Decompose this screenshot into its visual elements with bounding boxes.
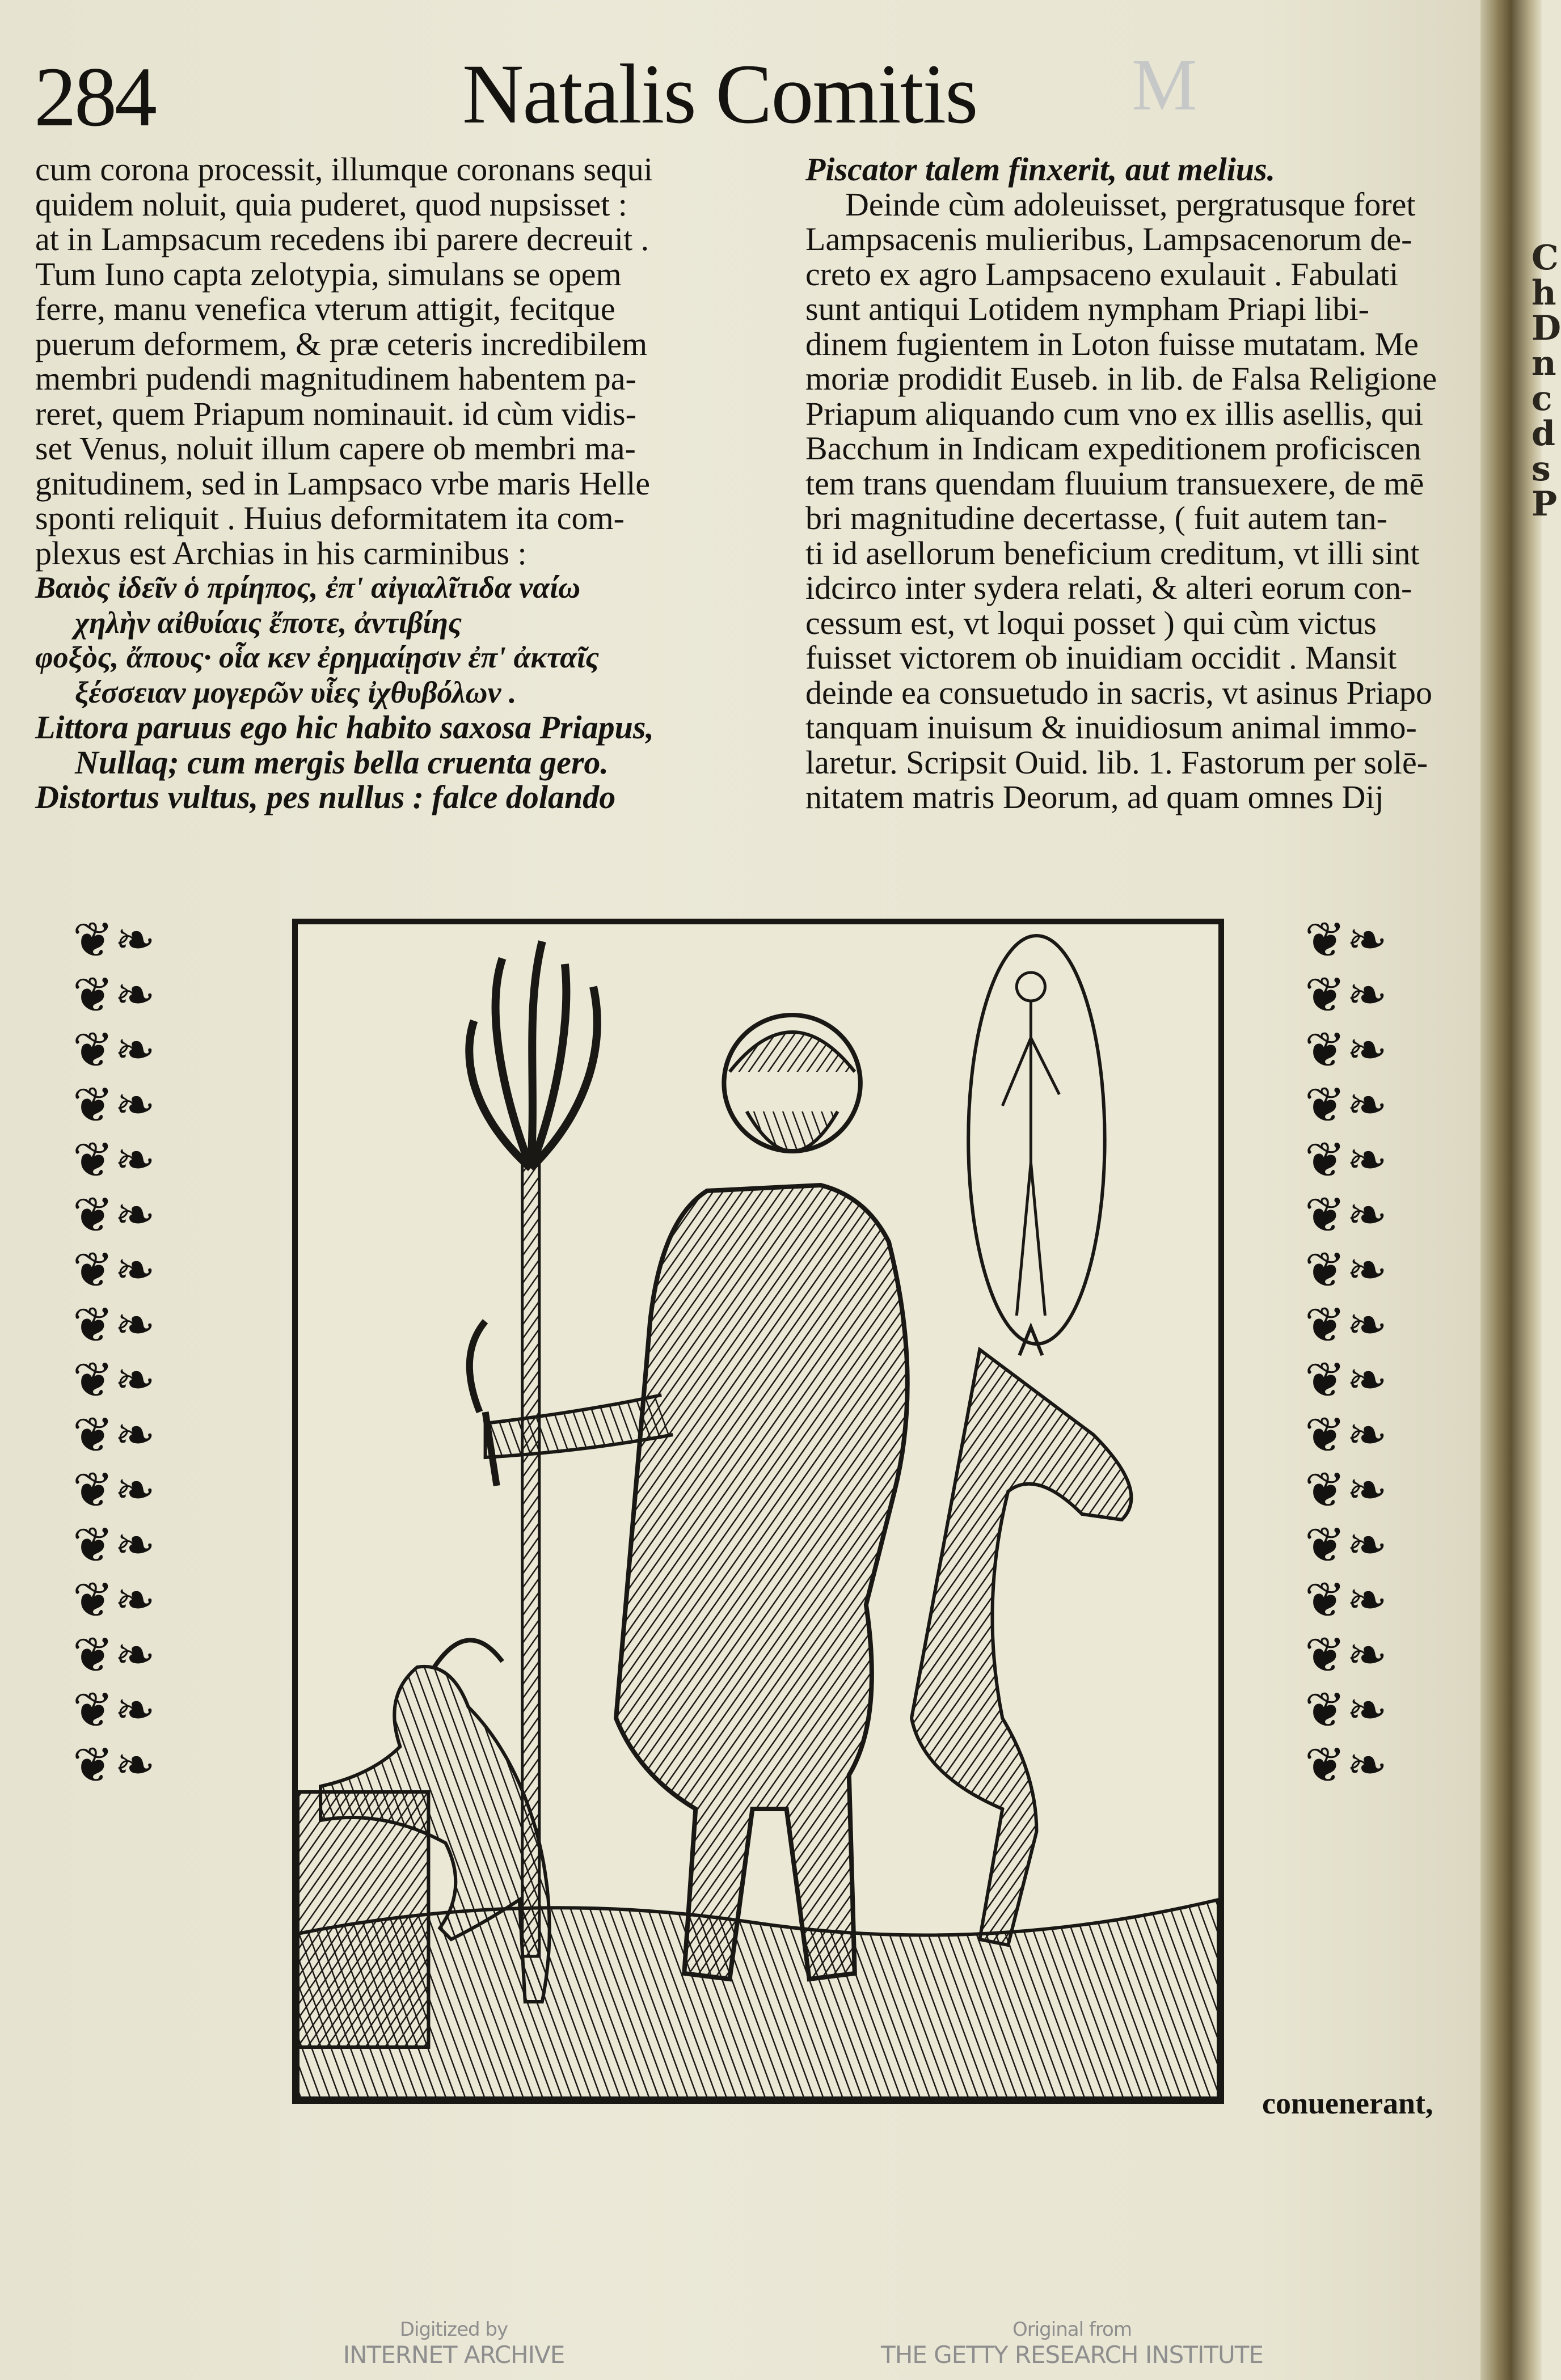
fleuron-ornament: ❦❧ xyxy=(1305,1517,1389,1574)
text-line: cessum est, vt loqui posset ) qui cùm victus xyxy=(805,604,1377,641)
text-line: ferre, manu venefica vterum attigit, fecitque xyxy=(35,290,615,327)
text-line: laretur. Scripsit Ouid. lib. 1. Fastorum per solē- xyxy=(805,743,1428,781)
verse-line: Piscator talem finxerit, aut melius. xyxy=(805,151,1276,188)
text-line: Bacchum in Indicam expeditionem proficiscen xyxy=(805,430,1421,467)
greek-verse-line: χηλὴν αἰθυίαις ἔποτε, ἀντιβίης xyxy=(75,605,462,640)
text-line: plexus est Archias in his carminibus : xyxy=(35,534,527,572)
fleuron-ornament: ❦❧ xyxy=(73,1572,157,1629)
fleuron-ornament: ❦❧ xyxy=(73,1462,157,1519)
show-through-letter: M xyxy=(1132,44,1197,126)
text-line: quidem noluit, quia puderet, quod nupsisset : xyxy=(35,185,627,223)
running-title: Natalis Comitis xyxy=(462,47,977,141)
text-line: gnitudinem, sed in Lampsaco vrbe maris Helle xyxy=(35,464,650,502)
fleuron-ornament: ❦❧ xyxy=(1305,1572,1389,1629)
latin-verse-line: Nullaq; cum mergis bella cruenta gero. xyxy=(75,743,609,781)
fleuron-ornament: ❦❧ xyxy=(73,1682,157,1739)
donkey xyxy=(912,1327,1131,1945)
gutter-letter: P xyxy=(1532,484,1558,524)
text-line: Priapum aliquando cum vno ex illis asellis, qui xyxy=(805,395,1423,432)
digitized-by-label: Digitized by xyxy=(399,2318,508,2341)
text-line: Lampsacenis mulieribus, Lampsacenorum de- xyxy=(805,221,1412,257)
oval-medallion xyxy=(968,936,1104,1344)
text-line: Tum Iuno capta zelotypia, simulans se opem xyxy=(35,255,622,293)
fleuron-ornament: ❦❧ xyxy=(73,1407,157,1464)
fleuron-ornament: ❦❧ xyxy=(73,1352,157,1409)
fleuron-ornament: ❦❧ xyxy=(73,967,157,1024)
fleuron-ornament: ❦❧ xyxy=(1305,1737,1389,1794)
fleuron-ornament: ❦❧ xyxy=(73,1187,157,1244)
text-line: Deinde cùm adoleuisset, pergratusque foret xyxy=(845,185,1416,223)
text-line: tanquam inuisum & inuidiosum animal immo- xyxy=(805,709,1417,746)
text-line: cum corona processit, illumque coronans sequi xyxy=(35,151,653,188)
left-prose xyxy=(35,152,739,570)
fleuron-ornament: ❦❧ xyxy=(1305,1022,1389,1079)
text-line: membri pudendi magnitudinem habentem pa- xyxy=(35,360,636,397)
gutter-letter: h xyxy=(1532,273,1556,313)
ground xyxy=(298,1900,1218,2098)
right-prose xyxy=(805,187,1492,815)
gutter-letter: d xyxy=(1532,414,1555,454)
fleuron-ornament: ❦❧ xyxy=(1305,1077,1389,1134)
digitizer-credit xyxy=(306,2318,601,2369)
gutter-letter: D xyxy=(1532,308,1561,348)
gutter-letter: C xyxy=(1532,238,1559,278)
text-line: nitatem matris Deorum, ad quam omnes Dij xyxy=(805,779,1384,815)
left-text-column xyxy=(35,152,739,815)
fleuron-ornament: ❦❧ xyxy=(1305,1407,1389,1464)
text-line: bri magnitudine decertasse, ( fuit autem tan- xyxy=(805,500,1387,536)
greek-verse-line: φοξὸς, ἄπους· οἷα κεν ἐρημαίῃσιν ἐπ' ἀκταῖς xyxy=(35,640,600,674)
fleuron-ornament: ❦❧ xyxy=(73,1737,157,1794)
woodcut-drawing xyxy=(298,924,1218,2098)
text-line: moriæ prodidit Euseb. in lib. de Falsa Religione xyxy=(805,360,1437,397)
text-line: set Venus, noluit illum capere ob membri ma- xyxy=(35,430,636,467)
text-line: sponti reliquit . Huius deformitatem ita com- xyxy=(35,500,625,536)
fleuron-ornament: ❦❧ xyxy=(1305,1132,1389,1189)
original-from-label: Original from xyxy=(1012,2318,1132,2341)
greek-verse-line: Βαιὸς ἰδεῖν ὁ πρίηπος, ἐπ' αἰγιαλῖτιδα ναίω xyxy=(35,570,581,604)
fleuron-ornament: ❦❧ xyxy=(1305,1187,1389,1244)
gutter-letter: c xyxy=(1532,379,1552,418)
fleuron-ornament: ❦❧ xyxy=(1305,1462,1389,1519)
text-line: creto ex agro Lampsaceno exulauit . Fabulati xyxy=(805,255,1399,293)
fleuron-ornament: ❦❧ xyxy=(73,1077,157,1134)
text-line: puerum deformem, & præ ceteris incredibilem xyxy=(35,325,648,362)
fleuron-ornament: ❦❧ xyxy=(73,1022,157,1079)
gutter-letter: s xyxy=(1532,449,1551,489)
woodcut-illustration-priapus xyxy=(292,919,1224,2104)
left-fleuron-border xyxy=(73,913,243,1793)
fleuron-ornament: ❦❧ xyxy=(1305,1627,1389,1684)
text-line: ti id asellorum beneficium creditum, vt illi sint xyxy=(805,534,1420,572)
fleuron-ornament: ❦❧ xyxy=(1305,1682,1389,1739)
fleuron-ornament: ❦❧ xyxy=(1305,967,1389,1024)
fleuron-ornament: ❦❧ xyxy=(73,1132,157,1189)
text-line: sunt antiqui Lotidem nympham Priapi libi- xyxy=(805,290,1369,327)
text-line: at in Lampsacum recedens ibi parere decreuit . xyxy=(35,221,649,257)
right-text-column xyxy=(805,152,1492,815)
fleuron-ornament: ❦❧ xyxy=(73,1517,157,1574)
fleuron-ornament: ❦❧ xyxy=(1305,912,1389,969)
source-credit xyxy=(868,2318,1276,2369)
gutter-letter: n xyxy=(1532,344,1556,383)
text-line: tem trans quendam fluuium transuexere, de mē xyxy=(805,464,1424,502)
fleuron-ornament: ❦❧ xyxy=(73,1242,157,1299)
fleuron-ornament: ❦❧ xyxy=(1305,1242,1389,1299)
latin-verse-line: Littora paruus ego hic habito saxosa Priapus, xyxy=(35,709,654,746)
fleuron-ornament: ❦❧ xyxy=(73,1627,157,1684)
fleuron-ornament: ❦❧ xyxy=(73,912,157,969)
getty-institute-label: THE GETTY RESEARCH INSTITUTE xyxy=(881,2341,1263,2369)
text-line: dinem fugientem in Loton fuisse mutatam. Me xyxy=(805,325,1419,362)
latin-verse xyxy=(35,710,739,815)
page-number: 284 xyxy=(34,50,155,144)
text-line: reret, quem Priapum nominauit. id cùm vidis- xyxy=(35,395,636,432)
fleuron-ornament: ❦❧ xyxy=(1305,1297,1389,1354)
greek-verse-line: ξέσσειαν μογερῶν υἷες ἰχθυβόλων . xyxy=(75,675,517,709)
text-line: deinde ea consuetudo in sacris, vt asinus Priapo xyxy=(805,674,1432,711)
catchword: conuenerant, xyxy=(1262,2086,1433,2120)
fleuron-ornament: ❦❧ xyxy=(1305,1352,1389,1409)
greek-verse xyxy=(35,570,739,710)
right-fleuron-border xyxy=(1305,913,1475,1793)
text-line: fuisset victorem ob inuidiam occidit . Mansit xyxy=(805,639,1397,676)
internet-archive-label: INTERNET ARCHIVE xyxy=(343,2341,565,2369)
fleuron-ornament: ❦❧ xyxy=(73,1297,157,1354)
latin-verse-line: Distortus vultus, pes nullus : falce dolando xyxy=(35,779,616,815)
text-line: idcirco inter sydera relati, & alteri eorum con- xyxy=(805,569,1412,606)
